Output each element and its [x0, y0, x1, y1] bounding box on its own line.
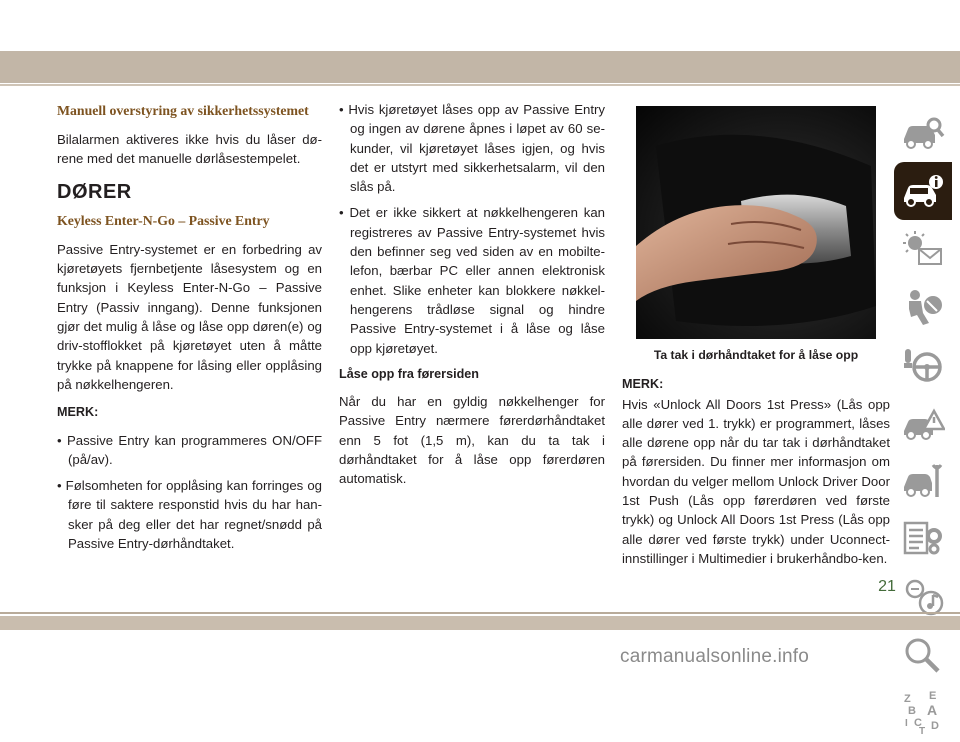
subheading-unlock-driver: Låse opp fra førersiden	[339, 366, 479, 381]
top-band-rule	[0, 84, 960, 86]
alphabet-letter: C	[914, 717, 922, 729]
airbag-safety-icon	[901, 287, 945, 327]
paragraph-passive-entry: Passive Entry-systemet er en forbedring av kjøretøyets fjernbetjente låsesystem og en funksjon i Keyless Enter-N-Go – Passive Entry (Passiv inngang). Denne funksjonen gjør det mulig å låse og låse opp døren(e) og driv-stofflokket på kjøretøyet uten å måtte trykke på knappene for låsing eller opplåsing på nøkkelhengeren.	[57, 241, 322, 392]
alphabet-letter: I	[905, 718, 908, 729]
language-alphabet-icon	[901, 689, 945, 737]
tab-warning-lights[interactable]	[894, 220, 952, 278]
specifications-gear-icon	[901, 519, 945, 559]
bullet-text: Det er ikke sikkert at nøkkelhengeren kan registreres av Passive Entry-systemet hvis den befinner seg ved siden av en mobilte-lefon, bærbar PC eller annen elektronisk enhet. Slike enheter kan blokkere nøkkel-hengerens trådløse signal og hindre Passive Entry-systemet i å låse og låse opp kjøretøyet.	[349, 205, 605, 356]
multimedia-music-icon	[901, 577, 945, 617]
tab-safety[interactable]	[894, 278, 952, 336]
tab-index[interactable]	[894, 684, 952, 742]
car-search-icon	[901, 113, 945, 153]
alphabet-letter: Z	[904, 693, 911, 705]
bullet-text: Passive Entry kan programmeres ON/OFF (på/av).	[66, 432, 322, 467]
steering-starting-icon	[901, 345, 945, 385]
door-handle-photo	[636, 106, 876, 339]
tab-car-info[interactable]	[894, 162, 952, 220]
note-label: MERK:	[622, 377, 664, 392]
note-label: MERK:	[57, 405, 99, 420]
photo-caption: Ta tak i dørhåndtaket for å låse opp	[653, 348, 859, 362]
bullet-item: • Passive Entry kan programmeres ON/OFF (på/av).	[57, 432, 322, 467]
paragraph-unlock-all-doors: Hvis «Unlock All Doors 1st Press» (Lås opp alle dører ved 1. trykk) er programmert, låses alle dørene opp når du tar tak i dørhåndtaket på førersiden. Du finner mer informasjon om hvordan du velger mellom Unlock Driver Door 1st Push (Lås opp førerdøren ved første trykk) og Unlock All Doors 1st Press (Lås opp alle dører ved første trykk) under Uconnect-innstillinger i Multimedier i brukerhåndbo-ken.	[622, 396, 890, 566]
car-service-tools-icon	[901, 461, 945, 501]
bullet-item: • Det er ikke sikkert at nøkkelhengeren kan registreres av Passive Entry-systemet hvis den befinner seg ved siden av en mobilte-lefon, bærbar PC eller annen elektronisk enhet. Slike enheter kan blokkere nøkkel-hengerens trådløse signal og hindre Passive Entry-systemet i å låse og låse opp kjøretøyet.	[339, 205, 605, 356]
bottom-band-rule	[0, 612, 960, 614]
car-info-icon	[901, 171, 945, 211]
alphabet-letter: T	[919, 726, 926, 737]
paragraph-unlock-driver: Når du har en gyldig nøkkelhenger for Passive Entry nærmere førerdørhåndtaket enn 5 fot (1,5 m), kan du ta tak i dørhåndtaket for å låse opp førerdøren automatisk.	[339, 394, 605, 487]
tab-servicing[interactable]	[894, 452, 952, 510]
tab-specifications[interactable]	[894, 510, 952, 568]
column-3	[622, 106, 890, 577]
column-1	[57, 100, 322, 560]
chapter-tab-sidebar	[894, 104, 954, 742]
page-number: 21	[878, 578, 896, 595]
tab-car-search[interactable]	[894, 104, 952, 162]
alphabet-letter: A	[927, 702, 938, 718]
alphabet-letter: E	[929, 690, 937, 702]
tab-starting-operating[interactable]	[894, 336, 952, 394]
bullet-item: • Følsomheten for opplåsing kan forringes og føre til saktere responstid hvis du har han-sker på deg eller det har regnet/snødd på Passive Entry-dørhåndtaket.	[57, 478, 322, 552]
top-decorative-band	[0, 51, 960, 83]
door-handle-illustration	[636, 106, 876, 339]
alphabet-letter: B	[908, 705, 916, 717]
car-warning-triangle-icon	[901, 403, 945, 443]
watermark-text: carmanualsonline.info	[620, 646, 810, 667]
bullet-text: Følsomheten for opplåsing kan forringes og føre til saktere responstid hvis du har han-sker på deg eller det har regnet/snødd på Passive Entry-dørhåndtaket.	[65, 478, 322, 552]
heading-manual-override: Manuell overstyring av sikkerhetssystemet	[57, 103, 309, 118]
heading-keyless-enter: Keyless Enter-N-Go – Passive Entry	[57, 212, 270, 228]
bottom-decorative-band	[0, 616, 960, 630]
bullet-text: Hvis kjøretøyet låses opp av Passive Entry og ingen av dørene åpnes i løpet av 60 se-kunder, vil kjøretøyet låses igjen, og hvis det er utstyrt med sikkerhetsalarm, vil den slås på.	[348, 102, 606, 195]
section-title-doors: DØRER	[57, 180, 132, 203]
column-2	[339, 100, 605, 498]
tab-emergency[interactable]	[894, 394, 952, 452]
tab-search[interactable]	[894, 626, 952, 684]
paragraph-alarm: Bilalarmen aktiveres ikke hvis du låser dø-rene med det manuelle dørlåsestempelet.	[57, 132, 322, 167]
warning-light-message-icon	[901, 229, 945, 269]
bullet-item: • Hvis kjøretøyet låses opp av Passive Entry og ingen av dørene åpnes i løpet av 60 se-kunder, vil kjøretøyet låses igjen, og hvis det er utstyrt med sikkerhetsalarm, vil den slås på.	[339, 102, 606, 195]
alphabet-letter: D	[931, 720, 939, 732]
search-index-icon	[901, 635, 945, 675]
